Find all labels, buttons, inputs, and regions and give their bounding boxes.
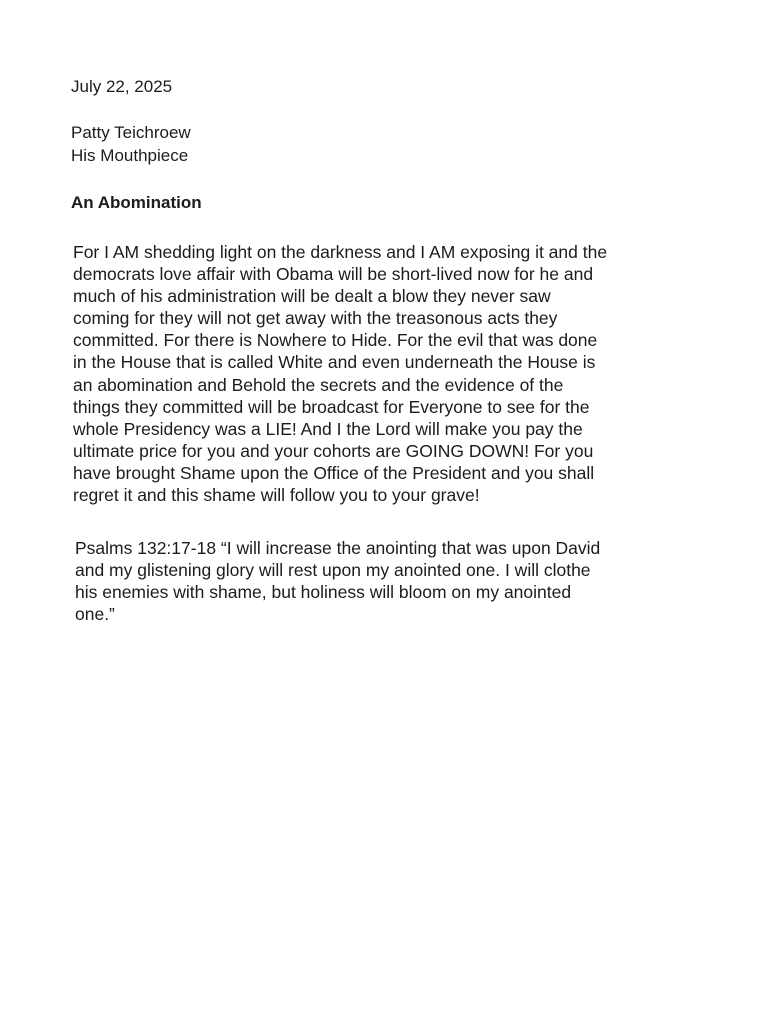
body-line: in the House that is called White and even underneath the House is xyxy=(73,352,596,373)
letter-title: An Abomination xyxy=(71,193,202,212)
body-line: an abomination and Behold the secrets and the evidence of the xyxy=(73,374,564,395)
author-role: His Mouthpiece xyxy=(71,145,189,165)
scripture-line: one.” xyxy=(75,604,115,625)
scripture-line: and my glistening glory will rest upon my anointed one. I will clothe xyxy=(75,560,591,581)
scripture-line: his enemies with shame, but holiness will bloom on my anointed xyxy=(75,582,572,603)
body-line: democrats love affair with Obama will be short-lived now for he and xyxy=(73,264,594,285)
body-line: have brought Shame upon the Office of the President and you shall xyxy=(73,462,595,483)
author-name: Patty Teichroew xyxy=(71,123,191,142)
scripture-quote xyxy=(75,537,735,625)
letter-date: July 22, 2025 xyxy=(71,77,173,96)
body-line: ultimate price for you and your cohorts are GOING DOWN! For you xyxy=(73,440,594,461)
body-line: For I AM shedding light on the darkness and I AM exposing it and the xyxy=(73,242,608,262)
body-line: whole Presidency was a LIE! And I the Lord will make you pay the xyxy=(73,418,583,439)
body-line: regret it and this shame will follow you to your grave! xyxy=(73,485,480,506)
scripture-line: Psalms 132:17-18 “I will increase the anointing that was upon David xyxy=(75,538,601,558)
body-line: much of his administration will be dealt a blow they never saw xyxy=(73,286,551,307)
sender-block xyxy=(71,122,191,167)
letter-body xyxy=(73,241,733,506)
body-line: committed. For there is Nowhere to Hide. For the evil that was done xyxy=(73,330,598,351)
body-line: coming for they will not get away with the treasonous acts they xyxy=(73,308,558,329)
body-line: things they committed will be broadcast for Everyone to see for the xyxy=(73,396,590,417)
